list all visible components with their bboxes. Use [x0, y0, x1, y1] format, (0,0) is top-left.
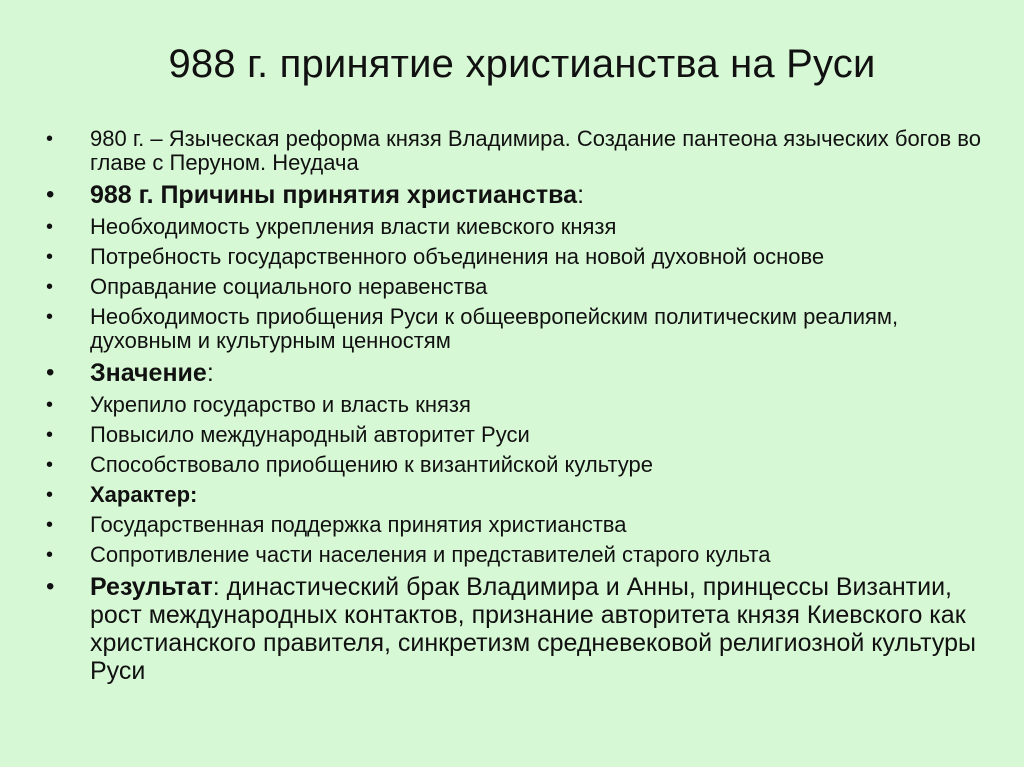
- item-heading: 988 г. Причины принятия христианства: [90, 181, 578, 209]
- list-item: [46, 305, 986, 353]
- bullet-list: [46, 127, 986, 691]
- bullet-icon: •: [46, 128, 54, 150]
- bullet-icon: •: [46, 484, 54, 506]
- bullet-icon: •: [46, 216, 54, 238]
- item-text: : династический брак Владимира и Анны, принцессы Византии, рост международных контактов, признание авторитета князя Киевского как христианского правителя, синкретизм средневековой религиозной культуры Руси: [90, 573, 976, 685]
- item-text: :: [206, 359, 214, 387]
- bullet-icon: •: [46, 514, 54, 536]
- list-item: [46, 543, 986, 567]
- bullet-icon: •: [46, 306, 54, 328]
- bullet-icon: •: [46, 181, 55, 208]
- item-text: Потребность государственного объединения на новой духовной основе: [90, 244, 825, 269]
- slide-title: 988 г. принятие христианства на Руси: [168, 42, 876, 86]
- list-item: [46, 215, 986, 239]
- item-heading: Характер:: [90, 482, 198, 507]
- list-item: [46, 573, 986, 685]
- list-item: [46, 181, 986, 209]
- list-item: [46, 423, 986, 447]
- bullet-icon: •: [46, 573, 55, 600]
- item-text: Сопротивление части населения и представителей старого культа: [90, 542, 771, 567]
- list-item: [46, 513, 986, 537]
- list-item: [46, 393, 986, 417]
- bullet-icon: •: [46, 454, 54, 476]
- bullet-icon: •: [46, 246, 54, 268]
- bullet-icon: •: [46, 424, 54, 446]
- bullet-icon: •: [46, 394, 54, 416]
- item-text: Укрепило государство и власть князя: [90, 392, 471, 417]
- item-text: Способствовало приобщению к византийской культуре: [90, 452, 654, 477]
- item-text: Оправдание социального неравенства: [90, 274, 488, 299]
- bullet-icon: •: [46, 359, 55, 386]
- list-item: [46, 359, 986, 387]
- item-text: Повысило международный авторитет Руси: [90, 422, 530, 447]
- item-text: :: [577, 181, 585, 209]
- item-text: 980 г. – Языческая реформа князя Владимира. Создание пантеона языческих богов во главе с Перуном. Неудача: [90, 126, 981, 175]
- item-text: Необходимость приобщения Руси к общеевропейским политическим реалиям, духовным и культурным ценностям: [90, 304, 899, 353]
- list-item: [46, 483, 986, 507]
- item-text: Необходимость укрепления власти киевского князя: [90, 214, 617, 239]
- list-item: [46, 453, 986, 477]
- list-item: [46, 245, 986, 269]
- item-heading: Результат: [90, 573, 213, 601]
- item-text: Государственная поддержка принятия христианства: [90, 512, 627, 537]
- bullet-icon: •: [46, 276, 54, 298]
- list-item: [46, 275, 986, 299]
- bullet-icon: •: [46, 544, 54, 566]
- list-item: [46, 127, 986, 175]
- item-heading: Значение: [90, 359, 207, 387]
